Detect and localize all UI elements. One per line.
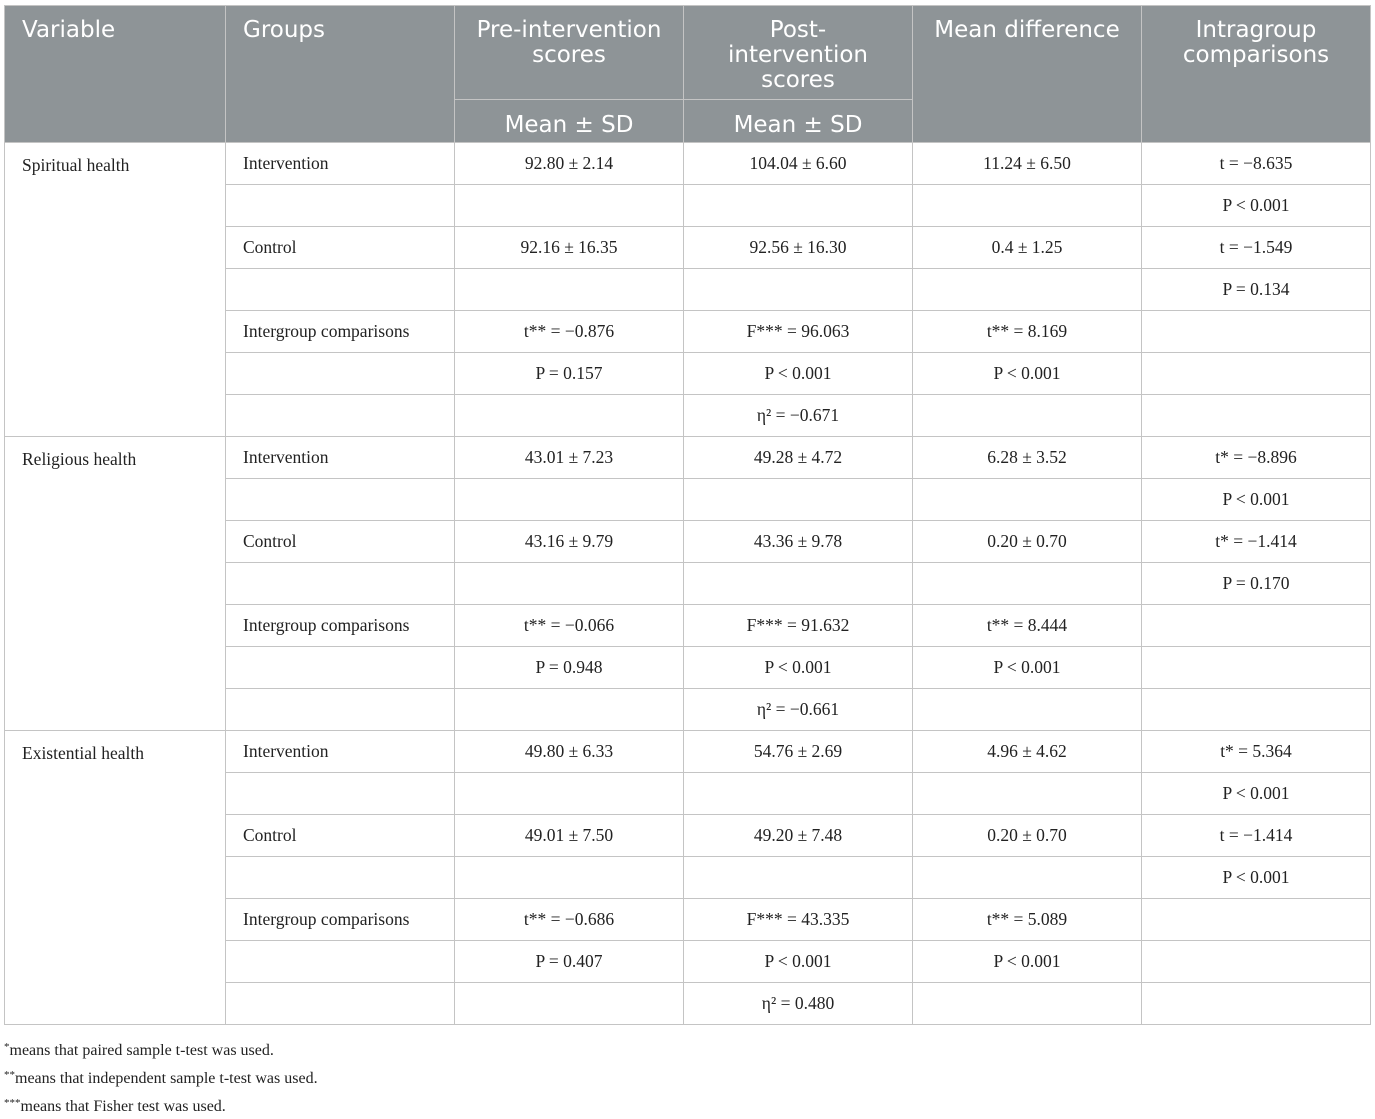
post-cell: F*** = 43.335 [684, 899, 913, 941]
table-body [5, 143, 1371, 1025]
header-intra-line2: comparisons [1182, 42, 1330, 68]
diff-cell [913, 269, 1142, 311]
pre-cell [455, 185, 684, 227]
group-cell [226, 857, 455, 899]
diff-cell: P < 0.001 [913, 941, 1142, 983]
intra-cell: P < 0.001 [1142, 773, 1371, 815]
pre-cell [455, 563, 684, 605]
pre-cell: 92.80 ± 2.14 [455, 143, 684, 185]
intra-cell [1142, 941, 1371, 983]
header-pre-intervention: Pre-intervention scores [455, 6, 684, 100]
header-pre-mean-sd: Mean ± SD [455, 100, 684, 143]
intra-cell [1142, 647, 1371, 689]
post-cell [684, 857, 913, 899]
intra-cell: P < 0.001 [1142, 185, 1371, 227]
intra-cell [1142, 605, 1371, 647]
pre-cell: 92.16 ± 16.35 [455, 227, 684, 269]
post-cell: F*** = 91.632 [684, 605, 913, 647]
diff-cell: 11.24 ± 6.50 [913, 143, 1142, 185]
post-cell: F*** = 96.063 [684, 311, 913, 353]
pre-cell: P = 0.948 [455, 647, 684, 689]
footnote-mark: ** [4, 1069, 15, 1081]
pre-cell: t** = −0.066 [455, 605, 684, 647]
pre-cell: t** = −0.876 [455, 311, 684, 353]
post-cell: P < 0.001 [684, 647, 913, 689]
footnote-text: means that Fisher test was used. [20, 1098, 226, 1115]
post-cell: η² = −0.661 [684, 689, 913, 731]
intra-cell [1142, 899, 1371, 941]
intra-cell: P = 0.170 [1142, 563, 1371, 605]
group-cell: Control [226, 815, 455, 857]
pre-cell [455, 395, 684, 437]
intra-cell: t* = 5.364 [1142, 731, 1371, 773]
group-cell [226, 185, 455, 227]
group-cell [226, 647, 455, 689]
post-cell [684, 269, 913, 311]
diff-cell: 4.96 ± 4.62 [913, 731, 1142, 773]
pre-cell [455, 689, 684, 731]
header-intra-line1: Intragroup [1195, 17, 1317, 43]
diff-cell: 0.20 ± 0.70 [913, 815, 1142, 857]
variable-cell: Existential health [5, 731, 226, 1025]
group-cell: Intervention [226, 731, 455, 773]
header-post-mean-sd: Mean ± SD [684, 100, 913, 143]
pre-cell: 43.16 ± 9.79 [455, 521, 684, 563]
pre-cell: 43.01 ± 7.23 [455, 437, 684, 479]
pre-cell: P = 0.157 [455, 353, 684, 395]
diff-cell: 0.20 ± 0.70 [913, 521, 1142, 563]
post-cell: P < 0.001 [684, 941, 913, 983]
pre-cell: t** = −0.686 [455, 899, 684, 941]
table-row [5, 143, 1371, 185]
group-cell [226, 353, 455, 395]
header-post-intervention [684, 6, 913, 100]
footnote [4, 1063, 318, 1091]
group-cell [226, 479, 455, 521]
post-cell [684, 773, 913, 815]
pre-cell [455, 479, 684, 521]
post-cell: 54.76 ± 2.69 [684, 731, 913, 773]
intra-cell: t = −1.549 [1142, 227, 1371, 269]
diff-cell [913, 185, 1142, 227]
intra-cell: P < 0.001 [1142, 479, 1371, 521]
intra-cell: P = 0.134 [1142, 269, 1371, 311]
pre-cell: 49.80 ± 6.33 [455, 731, 684, 773]
group-cell [226, 269, 455, 311]
footnote [4, 1091, 318, 1119]
group-cell: Control [226, 521, 455, 563]
pre-cell [455, 773, 684, 815]
pre-cell [455, 269, 684, 311]
footnote-text: means that independent sample t-test was used. [15, 1070, 318, 1087]
pre-cell: P = 0.407 [455, 941, 684, 983]
group-cell [226, 773, 455, 815]
header-variable: Variable [5, 6, 226, 143]
pre-cell [455, 983, 684, 1025]
intra-cell [1142, 311, 1371, 353]
pre-cell: 49.01 ± 7.50 [455, 815, 684, 857]
diff-cell: P < 0.001 [913, 353, 1142, 395]
group-cell: Intervention [226, 143, 455, 185]
pre-cell [455, 857, 684, 899]
diff-cell [913, 395, 1142, 437]
intra-cell: t* = −1.414 [1142, 521, 1371, 563]
diff-cell: t** = 8.169 [913, 311, 1142, 353]
intra-cell: t = −1.414 [1142, 815, 1371, 857]
intra-cell [1142, 689, 1371, 731]
table-header [5, 6, 1371, 143]
intra-cell: t = −8.635 [1142, 143, 1371, 185]
post-cell [684, 185, 913, 227]
intra-cell [1142, 395, 1371, 437]
post-cell: η² = 0.480 [684, 983, 913, 1025]
diff-cell [913, 773, 1142, 815]
group-cell [226, 395, 455, 437]
post-cell: η² = −0.671 [684, 395, 913, 437]
post-cell: 104.04 ± 6.60 [684, 143, 913, 185]
post-cell: 92.56 ± 16.30 [684, 227, 913, 269]
post-cell: 49.20 ± 7.48 [684, 815, 913, 857]
post-cell [684, 563, 913, 605]
post-cell: 43.36 ± 9.78 [684, 521, 913, 563]
variable-cell: Spiritual health [5, 143, 226, 437]
group-cell [226, 941, 455, 983]
footnote-mark: *** [4, 1097, 21, 1109]
table-row [5, 731, 1371, 773]
results-table-container [4, 5, 1370, 1025]
group-cell: Intervention [226, 437, 455, 479]
diff-cell: 6.28 ± 3.52 [913, 437, 1142, 479]
group-cell: Intergroup comparisons [226, 899, 455, 941]
group-cell: Intergroup comparisons [226, 311, 455, 353]
results-table [4, 5, 1371, 1025]
intra-cell: P < 0.001 [1142, 857, 1371, 899]
diff-cell: P < 0.001 [913, 647, 1142, 689]
post-cell [684, 479, 913, 521]
header-post-line1: Post- [769, 17, 827, 43]
header-mean-difference: Mean difference [913, 6, 1142, 143]
diff-cell [913, 563, 1142, 605]
group-cell: Intergroup comparisons [226, 605, 455, 647]
intra-cell [1142, 983, 1371, 1025]
post-cell: 49.28 ± 4.72 [684, 437, 913, 479]
group-cell [226, 689, 455, 731]
diff-cell [913, 689, 1142, 731]
group-cell: Control [226, 227, 455, 269]
table-row [5, 437, 1371, 479]
diff-cell: 0.4 ± 1.25 [913, 227, 1142, 269]
header-post-line3: scores [761, 67, 835, 93]
header-post-line2: intervention [728, 42, 868, 68]
post-cell: P < 0.001 [684, 353, 913, 395]
diff-cell [913, 479, 1142, 521]
diff-cell: t** = 5.089 [913, 899, 1142, 941]
group-cell [226, 983, 455, 1025]
table-footnotes [4, 1035, 318, 1119]
header-intragroup [1142, 6, 1371, 143]
diff-cell: t** = 8.444 [913, 605, 1142, 647]
intra-cell [1142, 353, 1371, 395]
footnote-text: means that paired sample t-test was used. [9, 1042, 274, 1059]
footnote [4, 1035, 318, 1063]
variable-cell: Religious health [5, 437, 226, 731]
diff-cell [913, 983, 1142, 1025]
intra-cell: t* = −8.896 [1142, 437, 1371, 479]
diff-cell [913, 857, 1142, 899]
group-cell [226, 563, 455, 605]
header-groups: Groups [226, 6, 455, 143]
footnote-mark: * [4, 1041, 10, 1053]
